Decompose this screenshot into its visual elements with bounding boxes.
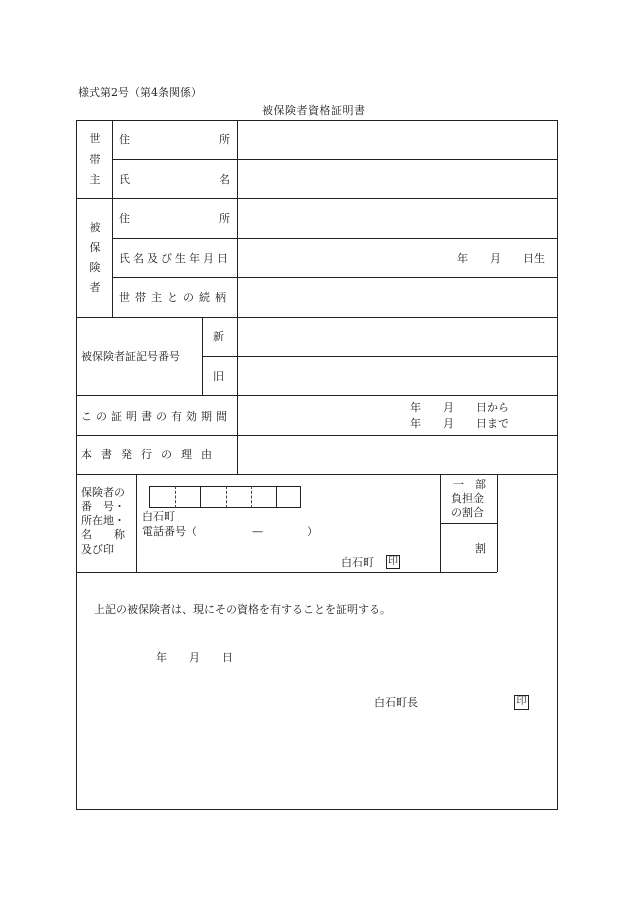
insured-label-char: 者 [89,281,101,294]
insurer-number-boxes [149,486,301,508]
copay-label-line: の割合 [451,506,484,519]
insurer-label-line: 及び印 [81,543,114,556]
rule [76,317,558,318]
rule [440,474,441,572]
householder-address-label: 所 [219,133,230,146]
certification-statement: 上記の被保険者は、現にその資格を有することを証明する。 [94,603,391,616]
insurer-label-line: 所在地・ [81,514,125,527]
rule [136,474,137,572]
rule [76,198,558,199]
form-title: 被保険者資格証明書 [262,104,366,117]
rule [175,486,176,508]
rule [200,486,201,508]
card-number-old-label: 旧 [213,370,224,383]
form-frame [76,120,558,810]
insurer-seal-mark: 印 [388,556,398,567]
rule [76,474,558,475]
rule [237,120,238,474]
card-number-label: 被保険者証記号番号 [81,350,180,363]
rule [76,395,558,396]
insurer-phone: 電話番号（ — ） [142,525,318,538]
rule [251,486,252,508]
rule [76,435,558,436]
rule [112,238,558,239]
card-number-new-label: 新 [213,330,224,343]
insurer-label-line: 名 称 [81,528,125,541]
validity-label: この証明書の有効期間 [81,410,231,423]
householder-label-char: 世 [89,132,101,145]
copay-label-line: 一 部 [453,478,486,491]
rule [76,572,497,573]
insured-address-label: 住 [119,212,130,225]
householder-label-char: 帯 [89,153,101,166]
copay-label-line: 負担金 [451,492,484,505]
form-number: 様式第2号（第4条関係） [78,86,202,99]
insured-label-char: 保 [89,241,101,254]
rule [440,523,497,524]
issuer-seal-mark: 印 [514,695,529,710]
insured-name-birth-label: 氏名及び生年月日 [119,252,231,265]
insured-label-char: 険 [89,261,101,274]
insured-address-label: 所 [219,212,230,225]
householder-address-label: 住 [119,133,130,146]
householder-name-label: 名 [219,173,230,186]
rule [497,474,498,572]
insurer-town: 白石町 [142,510,175,523]
insurer-label-line: 保険者の [81,486,125,499]
rule [202,317,203,395]
insurer-seal-town: 白石町 [341,556,374,569]
insured-relation-label: 世帯主との続柄 [119,291,231,304]
rule [226,486,227,508]
certification-date: 年 月 日 [156,651,233,664]
rule [202,356,558,357]
householder-name-label: 氏 [119,173,130,186]
householder-label-char: 主 [89,173,101,186]
insurer-label-line: 番 号・ [81,500,125,513]
reason-label: 本書発行の理由 [81,448,221,461]
insured-label-char: 被 [89,221,101,234]
validity-from: 年 月 日から [410,401,509,414]
rule [112,159,558,160]
rule [112,120,113,317]
rule [276,486,277,508]
insured-birth-date: 年 月 日生 [457,252,545,265]
rule [112,277,558,278]
validity-to: 年 月 日まで [410,417,509,430]
issuer-title: 白石町長 [374,696,418,709]
copay-unit: 割 [475,542,486,555]
